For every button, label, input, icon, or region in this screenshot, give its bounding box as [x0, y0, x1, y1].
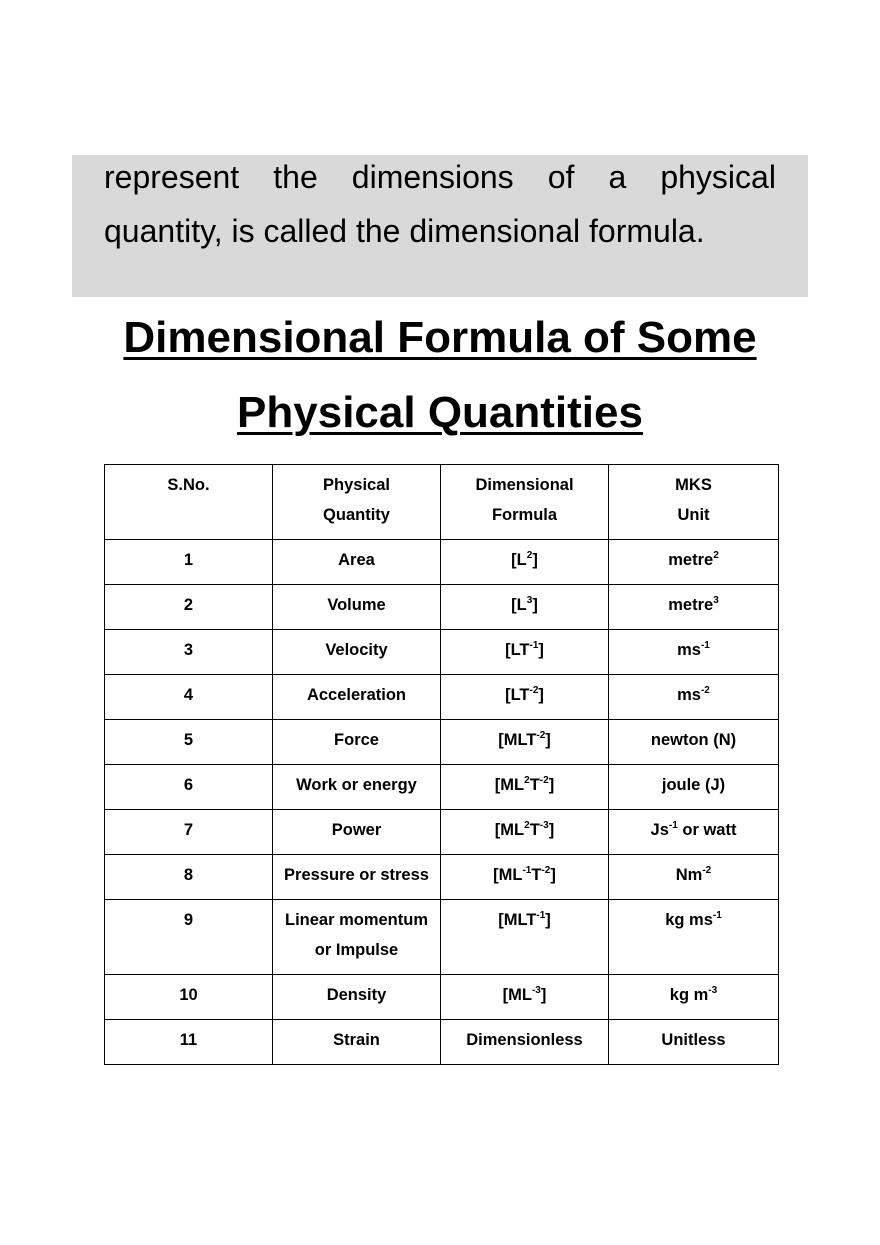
cell-mks-unit — [609, 765, 779, 810]
definition-word: the — [273, 159, 318, 195]
cell-physical-quantity: Work or energy — [273, 765, 441, 810]
text-part: metre — [668, 551, 714, 569]
exponent: -1 — [536, 910, 546, 921]
text-part: Unitless — [661, 1031, 726, 1049]
text-part: joule (J) — [661, 776, 726, 794]
cell-mks-unit — [609, 540, 779, 585]
cell-dimensional-formula — [441, 975, 609, 1020]
cell-dimensional-formula — [441, 900, 609, 975]
text-part: [ML — [502, 986, 532, 1004]
cell-physical-quantity: Volume — [273, 585, 441, 630]
cell-dimensional-formula — [441, 810, 609, 855]
text-part: [MLT — [498, 731, 537, 749]
definition-word: dimensions — [351, 159, 514, 195]
definition-word: a — [608, 159, 627, 195]
exponent: 2 — [526, 550, 533, 561]
text-part: T — [529, 821, 540, 839]
cell-sno: 1 — [105, 540, 273, 585]
cell-sno: 8 — [105, 855, 273, 900]
table-row — [105, 675, 779, 720]
cell-dimensional-formula — [441, 765, 609, 810]
cell-sno: 7 — [105, 810, 273, 855]
cell-sno: 3 — [105, 630, 273, 675]
exponent: 3 — [526, 595, 533, 606]
exponent: 2 — [713, 550, 719, 561]
text-part: or watt — [677, 821, 737, 839]
cell-mks-unit — [609, 630, 779, 675]
cell-mks-unit — [609, 810, 779, 855]
exponent: -2 — [536, 730, 546, 741]
cell-sno: 4 — [105, 675, 273, 720]
text-part: ] — [545, 731, 551, 749]
table-row — [105, 765, 779, 810]
text-part: Dimensionless — [466, 1031, 583, 1049]
table-row — [105, 900, 779, 975]
table-header-row — [105, 465, 779, 540]
table-body — [105, 540, 779, 1065]
cell-mks-unit — [609, 720, 779, 765]
text-part: ] — [532, 596, 538, 614]
text-part: T — [529, 776, 540, 794]
exponent: -1 — [529, 640, 539, 651]
exponent: -3 — [531, 985, 541, 996]
cell-dimensional-formula — [441, 1020, 609, 1065]
exponent: -2 — [700, 685, 710, 696]
exponent: -3 — [708, 985, 718, 996]
table-row — [105, 585, 779, 630]
text-part: ] — [548, 776, 555, 794]
cell-mks-unit — [609, 900, 779, 975]
cell-dimensional-formula — [441, 675, 609, 720]
text-part: kg m — [669, 986, 709, 1004]
cell-physical-quantity: Strain — [273, 1020, 441, 1065]
text-part: [L — [511, 551, 527, 569]
cell-sno: 10 — [105, 975, 273, 1020]
cell-physical-quantity: Force — [273, 720, 441, 765]
text-part: T — [531, 866, 542, 884]
exponent: -1 — [668, 820, 678, 831]
text-part: metre — [668, 596, 714, 614]
definition-line-2: quantity, is called the dimensional formula. — [104, 213, 705, 249]
cell-sno: 11 — [105, 1020, 273, 1065]
table-row — [105, 810, 779, 855]
header-physical-quantity: Physical Quantity — [273, 465, 441, 540]
cell-mks-unit — [609, 675, 779, 720]
table-row — [105, 540, 779, 585]
text-part: Js — [650, 821, 669, 839]
page-title-line-1: Dimensional Formula of Some — [123, 313, 757, 362]
cell-physical-quantity: Velocity — [273, 630, 441, 675]
cell-dimensional-formula — [441, 630, 609, 675]
text-part: ] — [548, 821, 555, 839]
cell-sno: 2 — [105, 585, 273, 630]
text-part: [ML — [494, 821, 525, 839]
text-part: ] — [545, 911, 551, 929]
exponent: -1 — [522, 865, 532, 876]
cell-mks-unit — [609, 1020, 779, 1065]
table-row — [105, 975, 779, 1020]
definition-word: represent — [104, 159, 240, 195]
table-row — [105, 855, 779, 900]
cell-physical-quantity: Area — [273, 540, 441, 585]
text-part: [LT — [505, 686, 530, 704]
exponent: -2 — [702, 865, 712, 876]
text-part: ] — [540, 986, 547, 1004]
exponent: -3 — [539, 820, 549, 831]
cell-dimensional-formula — [441, 720, 609, 765]
text-part: [LT — [505, 641, 530, 659]
cell-dimensional-formula — [441, 855, 609, 900]
header-sno: S.No. — [105, 465, 273, 540]
cell-physical-quantity: Density — [273, 975, 441, 1020]
header-dimensional-formula: Dimensional Formula — [441, 465, 609, 540]
cell-physical-quantity: Linear momentum or Impulse — [273, 900, 441, 975]
definition-word: physical — [660, 159, 776, 195]
text-part: Nm — [675, 866, 703, 884]
exponent: 3 — [713, 595, 719, 606]
cell-physical-quantity: Acceleration — [273, 675, 441, 720]
cell-sno: 9 — [105, 900, 273, 975]
text-part: [ML — [494, 776, 525, 794]
cell-mks-unit — [609, 975, 779, 1020]
cell-sno: 6 — [105, 765, 273, 810]
text-part: newton (N) — [650, 731, 737, 749]
dimensional-formula-table — [104, 464, 779, 1065]
page-title-line-2: Physical Quantities — [237, 388, 643, 437]
cell-physical-quantity: Pressure or stress — [273, 855, 441, 900]
cell-sno: 5 — [105, 720, 273, 765]
cell-mks-unit — [609, 855, 779, 900]
cell-dimensional-formula — [441, 585, 609, 630]
text-part: ] — [538, 641, 544, 659]
text-part: ] — [532, 551, 538, 569]
definition-line-1 — [104, 150, 776, 204]
text-part: ms — [677, 686, 701, 704]
cell-dimensional-formula — [441, 540, 609, 585]
text-part: [ML — [493, 866, 523, 884]
header-mks-unit: MKS Unit — [609, 465, 779, 540]
exponent: -1 — [712, 910, 722, 921]
exponent: 2 — [524, 820, 530, 831]
text-part: ms — [677, 641, 701, 659]
exponent: -2 — [541, 865, 551, 876]
text-part: ] — [538, 686, 544, 704]
exponent: -2 — [529, 685, 539, 696]
table-row — [105, 630, 779, 675]
cell-physical-quantity: Power — [273, 810, 441, 855]
exponent: -1 — [700, 640, 710, 651]
cell-mks-unit — [609, 585, 779, 630]
table-row — [105, 720, 779, 765]
text-part: [MLT — [498, 911, 537, 929]
exponent: -2 — [539, 775, 549, 786]
definition-box — [72, 155, 808, 297]
exponent: 2 — [524, 775, 530, 786]
text-part: kg ms — [665, 911, 713, 929]
text-part: ] — [550, 866, 556, 884]
text-part: [L — [511, 596, 527, 614]
table-row — [105, 1020, 779, 1065]
definition-word: of — [547, 159, 575, 195]
